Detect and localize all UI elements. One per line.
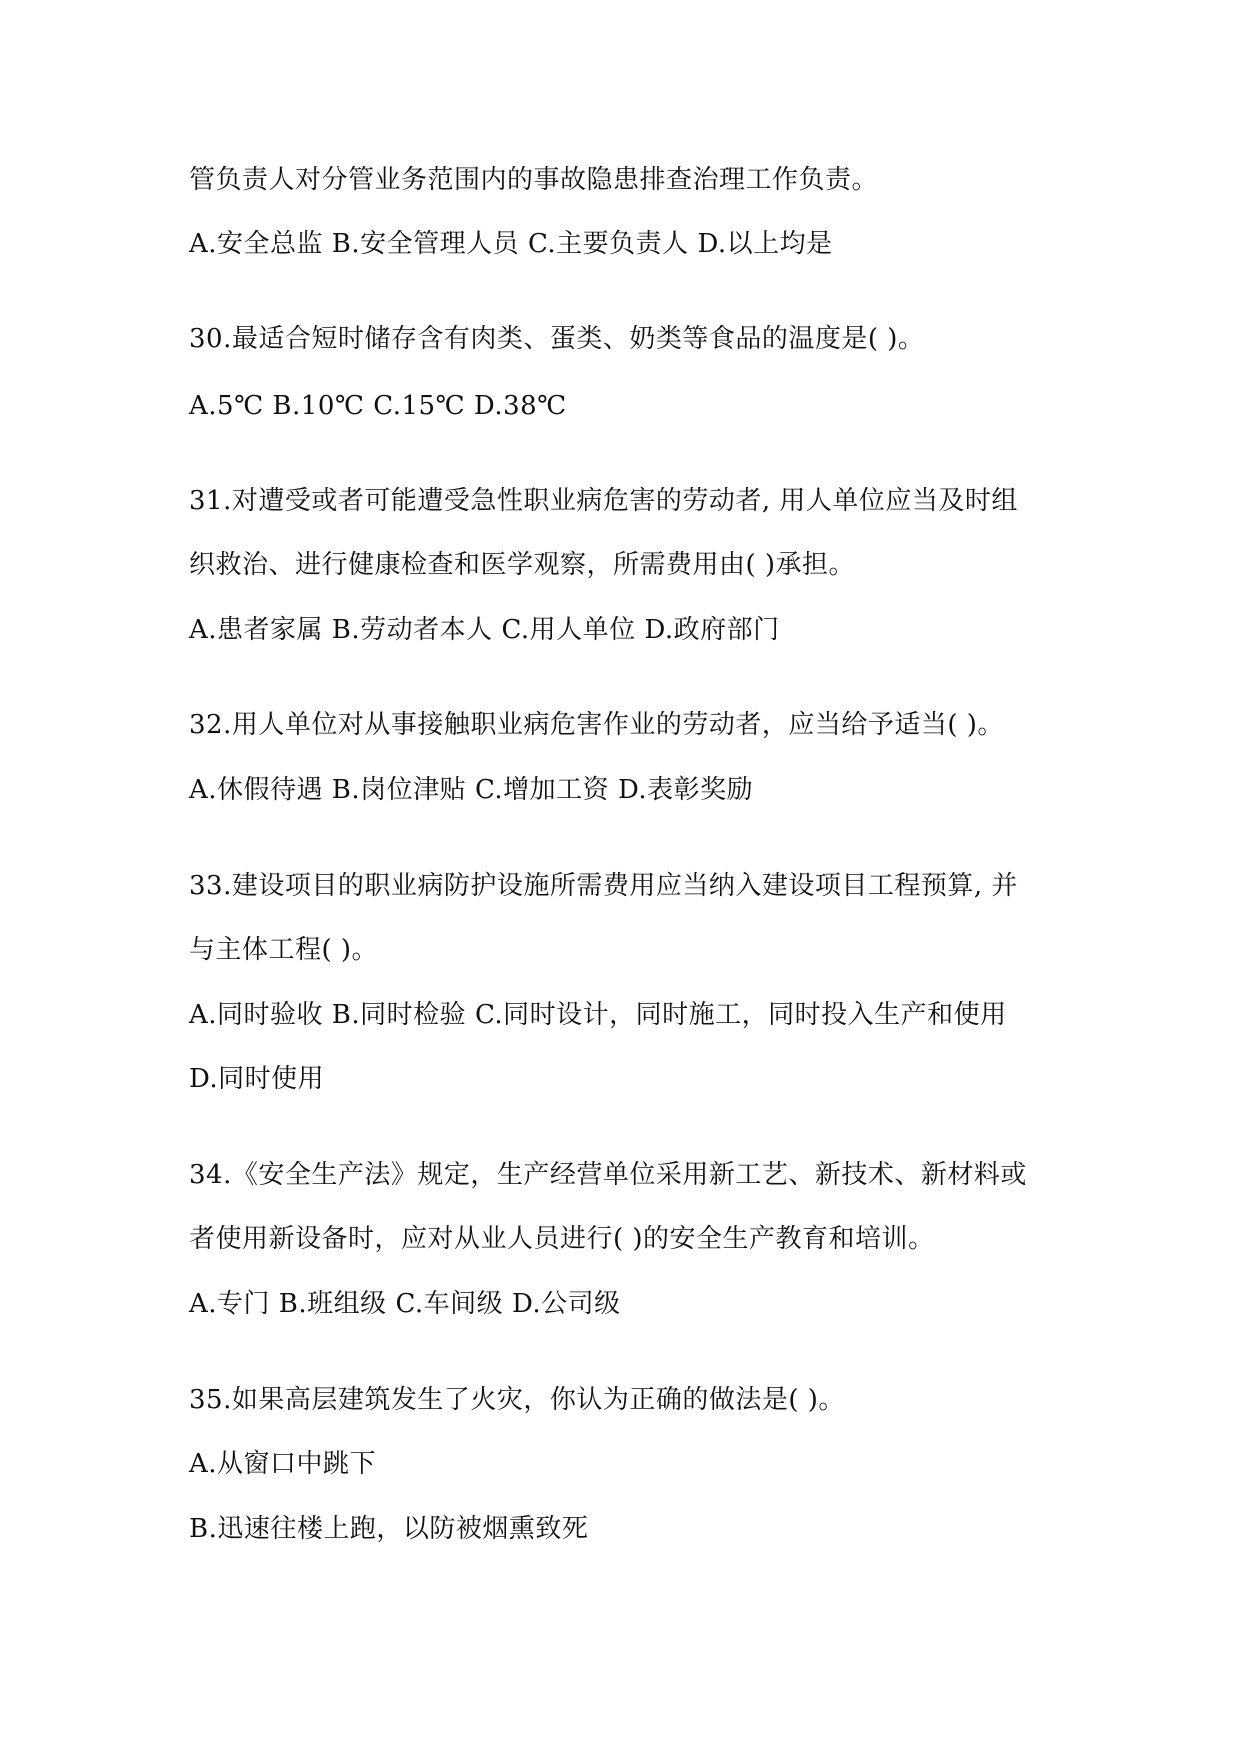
- question-33-options-line1: A.同时验收 B.同时检验 C.同时设计，同时施工，同时投入生产和使用: [189, 1000, 1007, 1030]
- question-32-options: A.休假待遇 B.岗位津贴 C.增加工资 D.表彰奖励: [189, 775, 754, 805]
- question-34-options: A.专门 B.班组级 C.车间级 D.公司级: [189, 1289, 621, 1319]
- question-30-text: 30.最适合短时储存含有肉类、蛋类、奶类等食品的温度是( )。: [189, 324, 925, 354]
- question-31-text-line2: 织救治、进行健康检查和医学观察，所需费用由( )承担。: [189, 550, 856, 580]
- question-31-text-line1: 31.对遭受或者可能遭受急性职业病危害的劳动者, 用人单位应当及时组: [189, 486, 1018, 516]
- question-35-text: 35.如果高层建筑发生了火灾，你认为正确的做法是( )。: [189, 1385, 845, 1415]
- question-32-text: 32.用人单位对从事接触职业病危害作业的劳动者，应当给予适当( )。: [189, 710, 1004, 740]
- question-29-text-cont: 管负责人对分管业务范围内的事故隐患排查治理工作负责。: [189, 165, 879, 195]
- question-35-option-b: B.迅速往楼上跑，以防被烟熏致死: [189, 1514, 589, 1544]
- question-31-options: A.患者家属 B.劳动者本人 C.用人单位 D.政府部门: [189, 615, 780, 645]
- question-29-options: A.安全总监 B.安全管理人员 C.主要负责人 D.以上均是: [189, 229, 833, 259]
- question-30-options: A.5℃ B.10℃ C.15℃ D.38℃: [189, 391, 567, 421]
- question-33-text-line1: 33.建设项目的职业病防护设施所需费用应当纳入建设项目工程预算, 并: [189, 871, 1018, 901]
- question-33-options-line2: D.同时使用: [189, 1064, 325, 1094]
- question-34-text-line1: 34.《安全生产法》规定，生产经营单位采用新工艺、新技术、新材料或: [189, 1160, 1027, 1190]
- question-33-text-line2: 与主体工程( )。: [189, 935, 379, 965]
- question-34-text-line2: 者使用新设备时，应对从业人员进行( )的安全生产教育和培训。: [189, 1224, 935, 1254]
- question-35-option-a: A.从窗口中跳下: [189, 1449, 377, 1479]
